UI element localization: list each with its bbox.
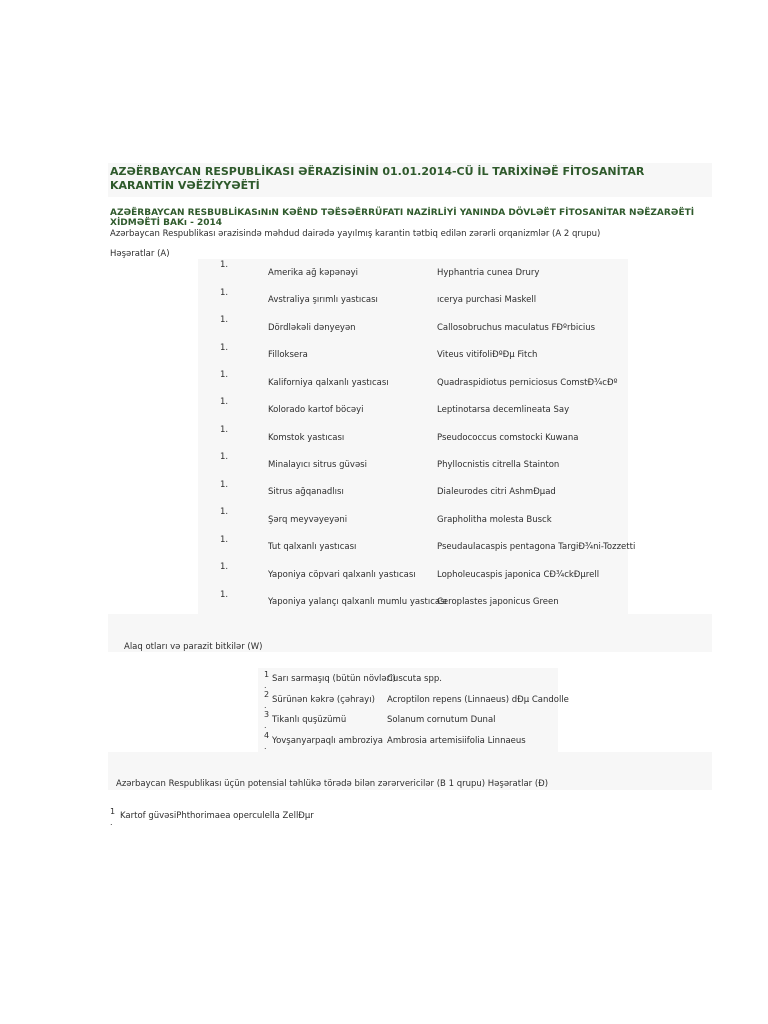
common-name: Amerika ağ kəpənəyi [268,268,358,278]
document-title: AZƏЁRBAYCAN RESPUBLİKASI ƏЁRAZİSİNİN 01.01.2014-CÜ İL TARİXİNƏЁ FİTOSANİTAR KARANTİN VƏЁZİYYƏЁTİ [110,165,645,192]
common-name: Şərq meyvəyeyəni [268,515,348,525]
latin-name: Lopholeucaspis japonica CÐ¾ckÐµrell [437,570,600,580]
latin-name: Pseudococcus comstocki Kuwana [437,433,579,443]
row-number-dot: . [264,721,267,730]
latin-name: Hyphantria cunea Drury [437,268,540,278]
common-name: Filloksera [268,350,308,360]
latin-name: Solanum cornutum Dunal [387,715,496,725]
common-name: Tut qalxanlı yastıcası [268,542,357,552]
latin-name: Dialeurodes citri AshmÐµad [437,487,556,497]
row-number: 1. [220,590,229,600]
row-number: 1 [264,670,270,679]
document-subtitle [110,208,710,228]
latin-name: Phyllocnistis citrella Stainton [437,460,560,470]
latin-name: Cuscuta spp. [387,674,442,684]
latin-name: Ambrosia artemisiifolia Linnaeus [387,736,526,746]
common-name: Yaponiya yalançı qalxanlı mumlu yastıcası [268,597,447,607]
row-number: 1. [220,343,229,353]
section-a-heading: Həşəratlar (A) [110,249,170,259]
subtitle-line-2: XİDMƏЁTİ BAKı - 2014 [110,218,223,228]
section-w-heading: Alaq otları və parazit bitkilər (W) [124,642,263,652]
common-name: Sürünən kəkrə (çəhrayı) [272,695,375,705]
latin-name: ıcerya purchasi Maskell [437,295,537,305]
latin-name: Acroptilon repens (Linnaeus) dÐµ Candolle [387,695,569,705]
latin-name: Grapholitha molesta Busck [437,515,552,525]
common-name: Yovşanyarpaqlı ambroziya [272,736,383,746]
intro-text: Azərbaycan Respublikası ərazisində məhdud dairədə yayılmış karantin tətbiq edilən zərərli orqanizmlər (A 2 qrupu) [110,229,601,239]
section-b-row-text: Kartof güvəsiPhthorimaea operculella ZellÐµr [120,811,314,821]
row-number: 1. [220,535,229,545]
common-name: Yaponiya cöpvari qalxanlı yastıcası [268,570,416,580]
row-number: 1. [220,315,229,325]
row-number: 2 [264,690,270,699]
common-name: Kaliforniya qalxanlı yastıcası [268,378,389,388]
latin-name: Ceroplastes japonicus Green [437,597,559,607]
latin-name: Leptinotarsa decemlineata Say [437,405,570,415]
row-number: 3 [264,710,270,719]
row-number-dot: . [110,818,113,827]
row-number: 4 [264,731,270,740]
row-number: 1. [220,480,229,490]
common-name: Tikanlı quşüzümü [272,715,347,725]
common-name: Sitrus ağqanadlısı [268,487,344,497]
common-name: Komstok yastıcası [268,433,345,443]
subtitle-line-1: AZƏЁRBAYCAN RESBUBLİKASıNıN KƏЁND TƏЁSƏЁRRÜFATI NAZİRLİYİ YANINDA DÖVLƏЁT FİTOSANİTAR NƏЁZARƏЁTİ [110,208,695,218]
common-name: Dördləkəli dənyeyən [268,323,356,333]
common-name: Avstraliya şırımlı yastıcası [268,295,378,305]
common-name: Kolorado kartof böcəyi [268,405,364,415]
row-number: 1. [220,288,229,298]
row-number-dot: . [264,681,267,690]
latin-name: Viteus vitifoliÐºÐµ Fitch [437,350,538,360]
latin-name: Quadraspidiotus perniciosus ComstÐ¾cÐº [437,378,618,388]
row-number: 1. [220,425,229,435]
row-number: 1. [220,507,229,517]
row-number: 1. [220,452,229,462]
row-number: 1 [110,807,116,816]
row-number: 1. [220,370,229,380]
section-b-heading: Azərbaycan Respublikası üçün potensial təhlükə törədə bilən zərərvericilər (B 1 qrupu) Həşəratlar (Ð) [116,779,549,789]
row-number: 1. [220,397,229,407]
latin-name: Pseudaulacaspis pentagona TargiÐ¾ni-Tozzetti [437,542,636,552]
row-number-dot: . [264,742,267,751]
common-name: Sarı sarmaşıq (bütün növləri) [272,674,396,684]
latin-name: Callosobruchus maculatus FÐºrbicius [437,323,596,333]
row-number: 1. [220,562,229,572]
row-number: 1. [220,260,229,270]
row-number-dot: . [264,701,267,710]
common-name: Minalayıcı sitrus güvəsi [268,460,367,470]
